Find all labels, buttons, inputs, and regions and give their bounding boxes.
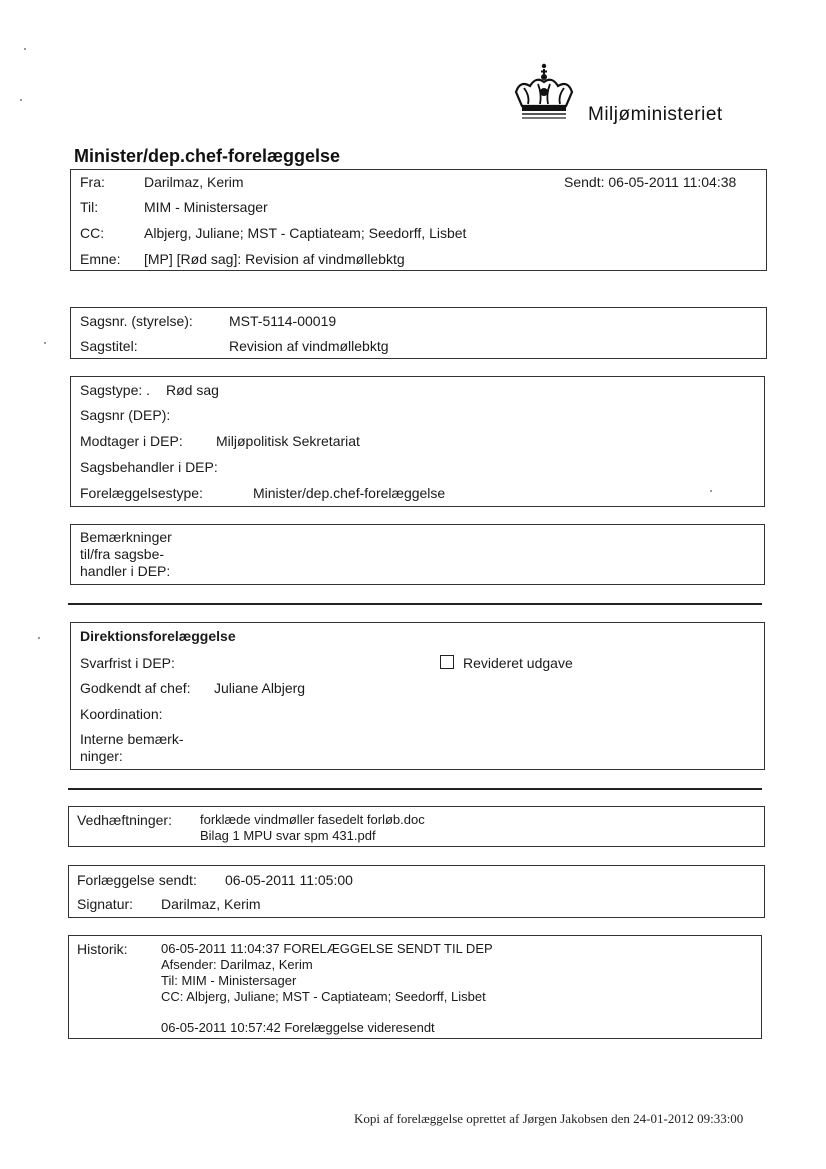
attachment-file-1[interactable]: forklæde vindmøller fasedelt forløb.doc [200, 812, 425, 827]
from-label: Fra: [80, 174, 105, 190]
remarks-label-line1: Bemærkninger [80, 529, 172, 545]
cc-label: CC: [80, 225, 105, 241]
presentation-type-label: Forelæggelsestype: [80, 485, 203, 501]
case-number-value: MST-5114-00019 [229, 313, 337, 329]
approved-value: Juliane Albjerg [214, 680, 306, 696]
section-divider [68, 603, 762, 605]
internal-remarks-label-line2: ninger: [80, 748, 123, 764]
remarks-label-line3: handler i DEP: [80, 563, 171, 579]
history-label: Historik: [77, 941, 128, 957]
scan-speck [20, 99, 22, 101]
history-line-5: 06-05-2011 10:57:42 Forelæggelse videresendt [161, 1020, 435, 1035]
crown-icon [510, 62, 580, 124]
subject-label: Emne: [80, 251, 121, 267]
copy-footer: Kopi af forelæggelse oprettet af Jørgen Jakobsen den 24-01-2012 09:33:00 [354, 1111, 744, 1126]
cc-value: Albjerg, Juliane; MST - Captiateam; Seedorff, Lisbet [144, 225, 467, 241]
history-line-2: Afsender: Darilmaz, Kerim [161, 957, 313, 972]
case-number-label: Sagsnr. (styrelse): [80, 313, 193, 329]
history-line-1: 06-05-2011 11:04:37 FORELÆGGELSE SENDT TIL DEP [161, 941, 493, 956]
scan-speck [38, 637, 40, 639]
case-type-value: Rød sag [166, 382, 219, 398]
sent-label: Forlæggelse sendt: [77, 872, 197, 888]
recipient-label: Modtager i DEP: [80, 433, 183, 449]
internal-remarks-label-line1: Interne bemærk- [80, 731, 184, 747]
sent-timestamp: Sendt: 06-05-2011 11:04:38 [564, 174, 737, 190]
brand-name: Miljøministeriet [588, 104, 723, 125]
revised-checkbox[interactable] [440, 655, 454, 669]
to-label: Til: [80, 199, 99, 215]
attachment-file-2[interactable]: Bilag 1 MPU svar spm 431.pdf [200, 828, 376, 843]
case-title-value: Revision af vindmøllebktg [229, 338, 389, 354]
case-type-label: Sagstype: . [80, 382, 151, 398]
remarks-label-line2: til/fra sagsbe- [80, 546, 165, 562]
directorate-heading: Direktionsforelæggelse [80, 628, 236, 644]
sent-value: 06-05-2011 11:05:00 [225, 872, 353, 888]
signature-value: Darilmaz, Kerim [161, 896, 261, 912]
from-value: Darilmaz, Kerim [144, 174, 244, 190]
scan-speck [24, 48, 26, 50]
remarks-box [70, 524, 765, 585]
history-line-4: CC: Albjerg, Juliane; MST - Captiateam; Seedorff, Lisbet [161, 989, 486, 1004]
handler-label: Sagsbehandler i DEP: [80, 459, 218, 475]
case-title-label: Sagstitel: [80, 338, 138, 354]
subject-value: [MP] [Rød sag]: Revision af vindmøllebktg [144, 251, 405, 267]
scan-speck [44, 342, 46, 344]
history-line-3: Til: MIM - Ministersager [161, 973, 297, 988]
section-divider [68, 788, 762, 790]
deadline-label: Svarfrist i DEP: [80, 655, 175, 671]
approved-label: Godkendt af chef: [80, 680, 191, 696]
coordination-label: Koordination: [80, 706, 163, 722]
dep-number-label: Sagsnr (DEP): [80, 407, 171, 423]
document-title: Minister/dep.chef-forelæggelse [74, 146, 341, 166]
revised-label: Revideret udgave [463, 655, 573, 671]
attachments-label: Vedhæftninger: [77, 812, 172, 828]
signature-label: Signatur: [77, 896, 134, 912]
to-value: MIM - Ministersager [144, 199, 268, 215]
presentation-type-value: Minister/dep.chef-forelæggelse [253, 485, 446, 501]
recipient-value: Miljøpolitisk Sekretariat [216, 433, 360, 449]
